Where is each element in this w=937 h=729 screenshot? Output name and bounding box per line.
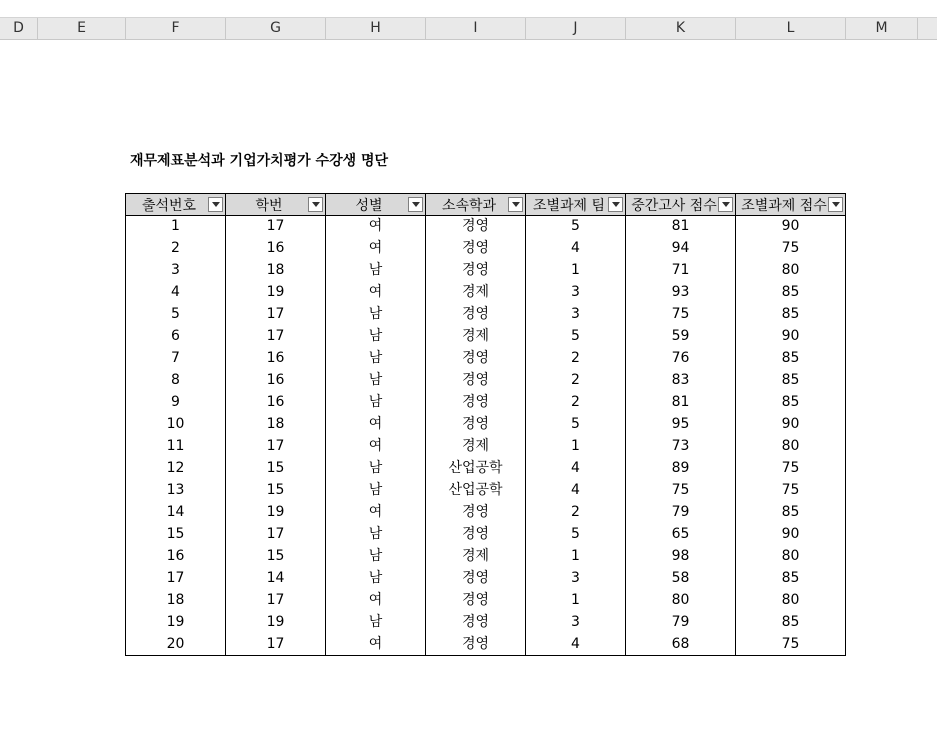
table-row — [126, 392, 846, 414]
table-cell[interactable]: 16 — [126, 546, 226, 568]
header-department[interactable] — [426, 194, 526, 216]
table-cell[interactable]: 13 — [126, 480, 226, 502]
table-cell[interactable]: 경영 — [426, 370, 526, 392]
column-header-bar — [0, 0, 937, 40]
table-cell[interactable]: 경영 — [426, 524, 526, 546]
table-cell[interactable]: 경영 — [426, 590, 526, 612]
table-cell[interactable]: 17 — [226, 590, 326, 612]
table-row — [126, 458, 846, 480]
table-cell[interactable]: 15 — [226, 546, 326, 568]
table-cell[interactable]: 71 — [626, 260, 736, 282]
table-cell[interactable]: 여 — [326, 590, 426, 612]
table-cell[interactable]: 65 — [626, 524, 736, 546]
table-cell[interactable]: 4 — [526, 634, 626, 656]
table-cell[interactable]: 경영 — [426, 348, 526, 370]
table-cell[interactable]: 남 — [326, 348, 426, 370]
table-cell[interactable]: 4 — [126, 282, 226, 304]
table-cell[interactable]: 19 — [226, 502, 326, 524]
table-cell[interactable]: 68 — [626, 634, 736, 656]
table-cell[interactable]: 6 — [126, 326, 226, 348]
table-cell[interactable]: 남 — [326, 480, 426, 502]
table-row — [126, 282, 846, 304]
table-cell[interactable]: 5 — [526, 414, 626, 436]
table-cell[interactable]: 17 — [226, 326, 326, 348]
table-cell[interactable]: 여 — [326, 502, 426, 524]
table-cell[interactable]: 16 — [226, 348, 326, 370]
table-cell[interactable]: 경영 — [426, 392, 526, 414]
column-header-h[interactable]: H — [326, 18, 426, 39]
table-row — [126, 436, 846, 458]
column-header-m[interactable]: M — [846, 18, 918, 39]
table-row — [126, 370, 846, 392]
table-cell[interactable]: 75 — [736, 458, 846, 480]
table-cell[interactable]: 59 — [626, 326, 736, 348]
table-body — [126, 216, 846, 656]
table-cell[interactable]: 남 — [326, 612, 426, 634]
column-header-d[interactable]: D — [0, 18, 38, 39]
header-label: 출석번호 — [141, 197, 197, 214]
table-cell[interactable]: 85 — [736, 392, 846, 414]
table-cell[interactable]: 17 — [226, 216, 326, 238]
table-cell[interactable]: 85 — [736, 370, 846, 392]
filter-dropdown-icon[interactable] — [718, 197, 733, 212]
table-row — [126, 590, 846, 612]
table-cell[interactable]: 89 — [626, 458, 736, 480]
column-header-e[interactable]: E — [38, 18, 126, 39]
table-cell[interactable]: 19 — [126, 612, 226, 634]
table-cell[interactable]: 여 — [326, 238, 426, 260]
table-cell[interactable]: 1 — [526, 436, 626, 458]
column-header-f[interactable]: F — [126, 18, 226, 39]
table-cell[interactable]: 81 — [626, 392, 736, 414]
table-cell[interactable]: 경제 — [426, 546, 526, 568]
table-cell[interactable]: 18 — [126, 590, 226, 612]
table-cell[interactable]: 17 — [226, 436, 326, 458]
table-cell[interactable]: 90 — [736, 414, 846, 436]
table-cell[interactable]: 10 — [126, 414, 226, 436]
table-row — [126, 568, 846, 590]
table-cell[interactable]: 경영 — [426, 414, 526, 436]
table-cell[interactable]: 1 — [526, 546, 626, 568]
header-gender[interactable] — [326, 194, 426, 216]
table-cell[interactable]: 79 — [626, 612, 736, 634]
table-row — [126, 348, 846, 370]
table-cell[interactable]: 남 — [326, 458, 426, 480]
table-cell[interactable]: 남 — [326, 370, 426, 392]
filter-dropdown-icon[interactable] — [508, 197, 523, 212]
table-cell[interactable]: 11 — [126, 436, 226, 458]
header-team[interactable] — [526, 194, 626, 216]
table-cell[interactable]: 14 — [126, 502, 226, 524]
table-cell[interactable]: 경영 — [426, 612, 526, 634]
table-cell[interactable]: 18 — [226, 414, 326, 436]
table-cell[interactable]: 98 — [626, 546, 736, 568]
table-cell[interactable]: 경제 — [426, 326, 526, 348]
table-cell[interactable]: 8 — [126, 370, 226, 392]
table-row — [126, 480, 846, 502]
table-cell[interactable]: 79 — [626, 502, 736, 524]
table-cell[interactable]: 4 — [526, 480, 626, 502]
table-cell[interactable]: 1 — [126, 216, 226, 238]
table-row — [126, 634, 846, 656]
table-cell[interactable]: 남 — [326, 392, 426, 414]
table-cell[interactable]: 19 — [226, 282, 326, 304]
table-cell[interactable]: 75 — [626, 480, 736, 502]
header-label: 성별 — [355, 197, 383, 214]
table-cell[interactable]: 7 — [126, 348, 226, 370]
header-label: 조별과제 팀 — [532, 197, 606, 214]
table-row — [126, 326, 846, 348]
table-cell[interactable]: 2 — [526, 348, 626, 370]
table-cell[interactable]: 5 — [526, 524, 626, 546]
table-row — [126, 216, 846, 238]
table-cell[interactable]: 3 — [526, 612, 626, 634]
table-cell[interactable]: 3 — [126, 260, 226, 282]
table-cell[interactable]: 여 — [326, 414, 426, 436]
column-header-j[interactable]: J — [526, 18, 626, 39]
column-header-g[interactable]: G — [226, 18, 326, 39]
header-team-score[interactable] — [736, 194, 846, 216]
table-cell[interactable]: 산업공학 — [426, 480, 526, 502]
table-cell[interactable]: 20 — [126, 634, 226, 656]
table-cell[interactable]: 80 — [626, 590, 736, 612]
table-row — [126, 238, 846, 260]
table-cell[interactable]: 90 — [736, 216, 846, 238]
filter-dropdown-icon[interactable] — [208, 197, 223, 212]
table-cell[interactable]: 14 — [226, 568, 326, 590]
column-header-i[interactable]: I — [426, 18, 526, 39]
table-cell[interactable]: 남 — [326, 260, 426, 282]
table-cell[interactable]: 3 — [526, 282, 626, 304]
table-cell[interactable]: 93 — [626, 282, 736, 304]
table-cell[interactable]: 15 — [126, 524, 226, 546]
table-cell[interactable]: 58 — [626, 568, 736, 590]
table-cell[interactable]: 73 — [626, 436, 736, 458]
column-header-l[interactable]: L — [736, 18, 846, 39]
table-cell[interactable]: 76 — [626, 348, 736, 370]
table-cell[interactable]: 83 — [626, 370, 736, 392]
table-cell[interactable]: 85 — [736, 304, 846, 326]
table-row — [126, 524, 846, 546]
table-cell[interactable]: 9 — [126, 392, 226, 414]
table-cell[interactable]: 95 — [626, 414, 736, 436]
table-cell[interactable]: 12 — [126, 458, 226, 480]
filter-dropdown-icon[interactable] — [828, 197, 843, 212]
table-cell[interactable]: 여 — [326, 436, 426, 458]
table-cell[interactable]: 5 — [526, 216, 626, 238]
table-cell[interactable]: 경영 — [426, 568, 526, 590]
table-cell[interactable]: 80 — [736, 260, 846, 282]
table-row — [126, 612, 846, 634]
table-cell[interactable]: 75 — [736, 634, 846, 656]
filter-dropdown-icon[interactable] — [608, 197, 623, 212]
table-cell[interactable]: 4 — [526, 458, 626, 480]
table-row — [126, 502, 846, 524]
table-row — [126, 414, 846, 436]
table-cell[interactable]: 2 — [126, 238, 226, 260]
table-cell[interactable]: 80 — [736, 590, 846, 612]
table-cell[interactable]: 75 — [626, 304, 736, 326]
table-row — [126, 304, 846, 326]
table-row — [126, 546, 846, 568]
table-cell[interactable]: 남 — [326, 524, 426, 546]
table-cell[interactable]: 94 — [626, 238, 736, 260]
table-cell[interactable]: 경영 — [426, 238, 526, 260]
table-cell[interactable]: 19 — [226, 612, 326, 634]
table-cell[interactable]: 81 — [626, 216, 736, 238]
filter-dropdown-icon[interactable] — [308, 197, 323, 212]
table-cell[interactable]: 1 — [526, 260, 626, 282]
table-cell[interactable]: 80 — [736, 436, 846, 458]
table-cell[interactable]: 여 — [326, 634, 426, 656]
table-cell[interactable]: 17 — [226, 304, 326, 326]
table-row — [126, 260, 846, 282]
table-cell[interactable]: 16 — [226, 370, 326, 392]
header-attendance-no[interactable] — [126, 194, 226, 216]
table-cell[interactable]: 15 — [226, 480, 326, 502]
table-cell[interactable]: 3 — [526, 568, 626, 590]
table-cell[interactable]: 17 — [226, 524, 326, 546]
table-cell[interactable]: 3 — [526, 304, 626, 326]
student-roster-table — [125, 193, 846, 656]
table-cell[interactable]: 80 — [736, 546, 846, 568]
table-cell[interactable]: 남 — [326, 304, 426, 326]
header-label: 소속학과 — [441, 197, 497, 214]
table-cell[interactable]: 경영 — [426, 304, 526, 326]
table-cell[interactable]: 2 — [526, 502, 626, 524]
table-cell[interactable]: 경영 — [426, 216, 526, 238]
table-cell[interactable]: 85 — [736, 612, 846, 634]
sheet-title[interactable]: 재무제표분석과 기업가치평가 수강생 명단 — [130, 153, 389, 169]
table-cell[interactable]: 여 — [326, 282, 426, 304]
table-header-row — [126, 194, 846, 216]
filter-dropdown-icon[interactable] — [408, 197, 423, 212]
header-label: 조별과제 점수 — [741, 197, 827, 214]
table-cell[interactable]: 남 — [326, 568, 426, 590]
table-cell[interactable]: 75 — [736, 480, 846, 502]
table-cell[interactable]: 경제 — [426, 282, 526, 304]
table-cell[interactable]: 남 — [326, 546, 426, 568]
table-cell[interactable]: 남 — [326, 326, 426, 348]
table-cell[interactable]: 75 — [736, 238, 846, 260]
table-cell[interactable]: 85 — [736, 348, 846, 370]
table-cell[interactable]: 2 — [526, 370, 626, 392]
table-cell[interactable]: 4 — [526, 238, 626, 260]
table-cell[interactable]: 85 — [736, 282, 846, 304]
header-student-id[interactable] — [226, 194, 326, 216]
table-cell[interactable]: 산업공학 — [426, 458, 526, 480]
table-cell[interactable]: 18 — [226, 260, 326, 282]
table-cell[interactable]: 경영 — [426, 502, 526, 524]
table-cell[interactable]: 2 — [526, 392, 626, 414]
column-header-k[interactable]: K — [626, 18, 736, 39]
table-cell[interactable]: 15 — [226, 458, 326, 480]
header-label: 중간고사 점수 — [631, 197, 717, 214]
header-midterm-score[interactable] — [626, 194, 736, 216]
table-cell[interactable]: 경영 — [426, 634, 526, 656]
table-cell[interactable]: 5 — [526, 326, 626, 348]
table-cell[interactable]: 5 — [126, 304, 226, 326]
table-cell[interactable]: 16 — [226, 392, 326, 414]
table-cell[interactable]: 85 — [736, 502, 846, 524]
header-label: 학번 — [255, 197, 283, 214]
table-cell[interactable]: 경제 — [426, 436, 526, 458]
table-cell[interactable]: 1 — [526, 590, 626, 612]
table-cell[interactable]: 17 — [126, 568, 226, 590]
table-cell[interactable]: 여 — [326, 216, 426, 238]
table-cell[interactable]: 16 — [226, 238, 326, 260]
table-cell[interactable]: 85 — [736, 568, 846, 590]
table-cell[interactable]: 경영 — [426, 260, 526, 282]
table-cell[interactable]: 90 — [736, 326, 846, 348]
table-cell[interactable]: 90 — [736, 524, 846, 546]
table-cell[interactable]: 17 — [226, 634, 326, 656]
ribbon-edge — [0, 0, 937, 18]
